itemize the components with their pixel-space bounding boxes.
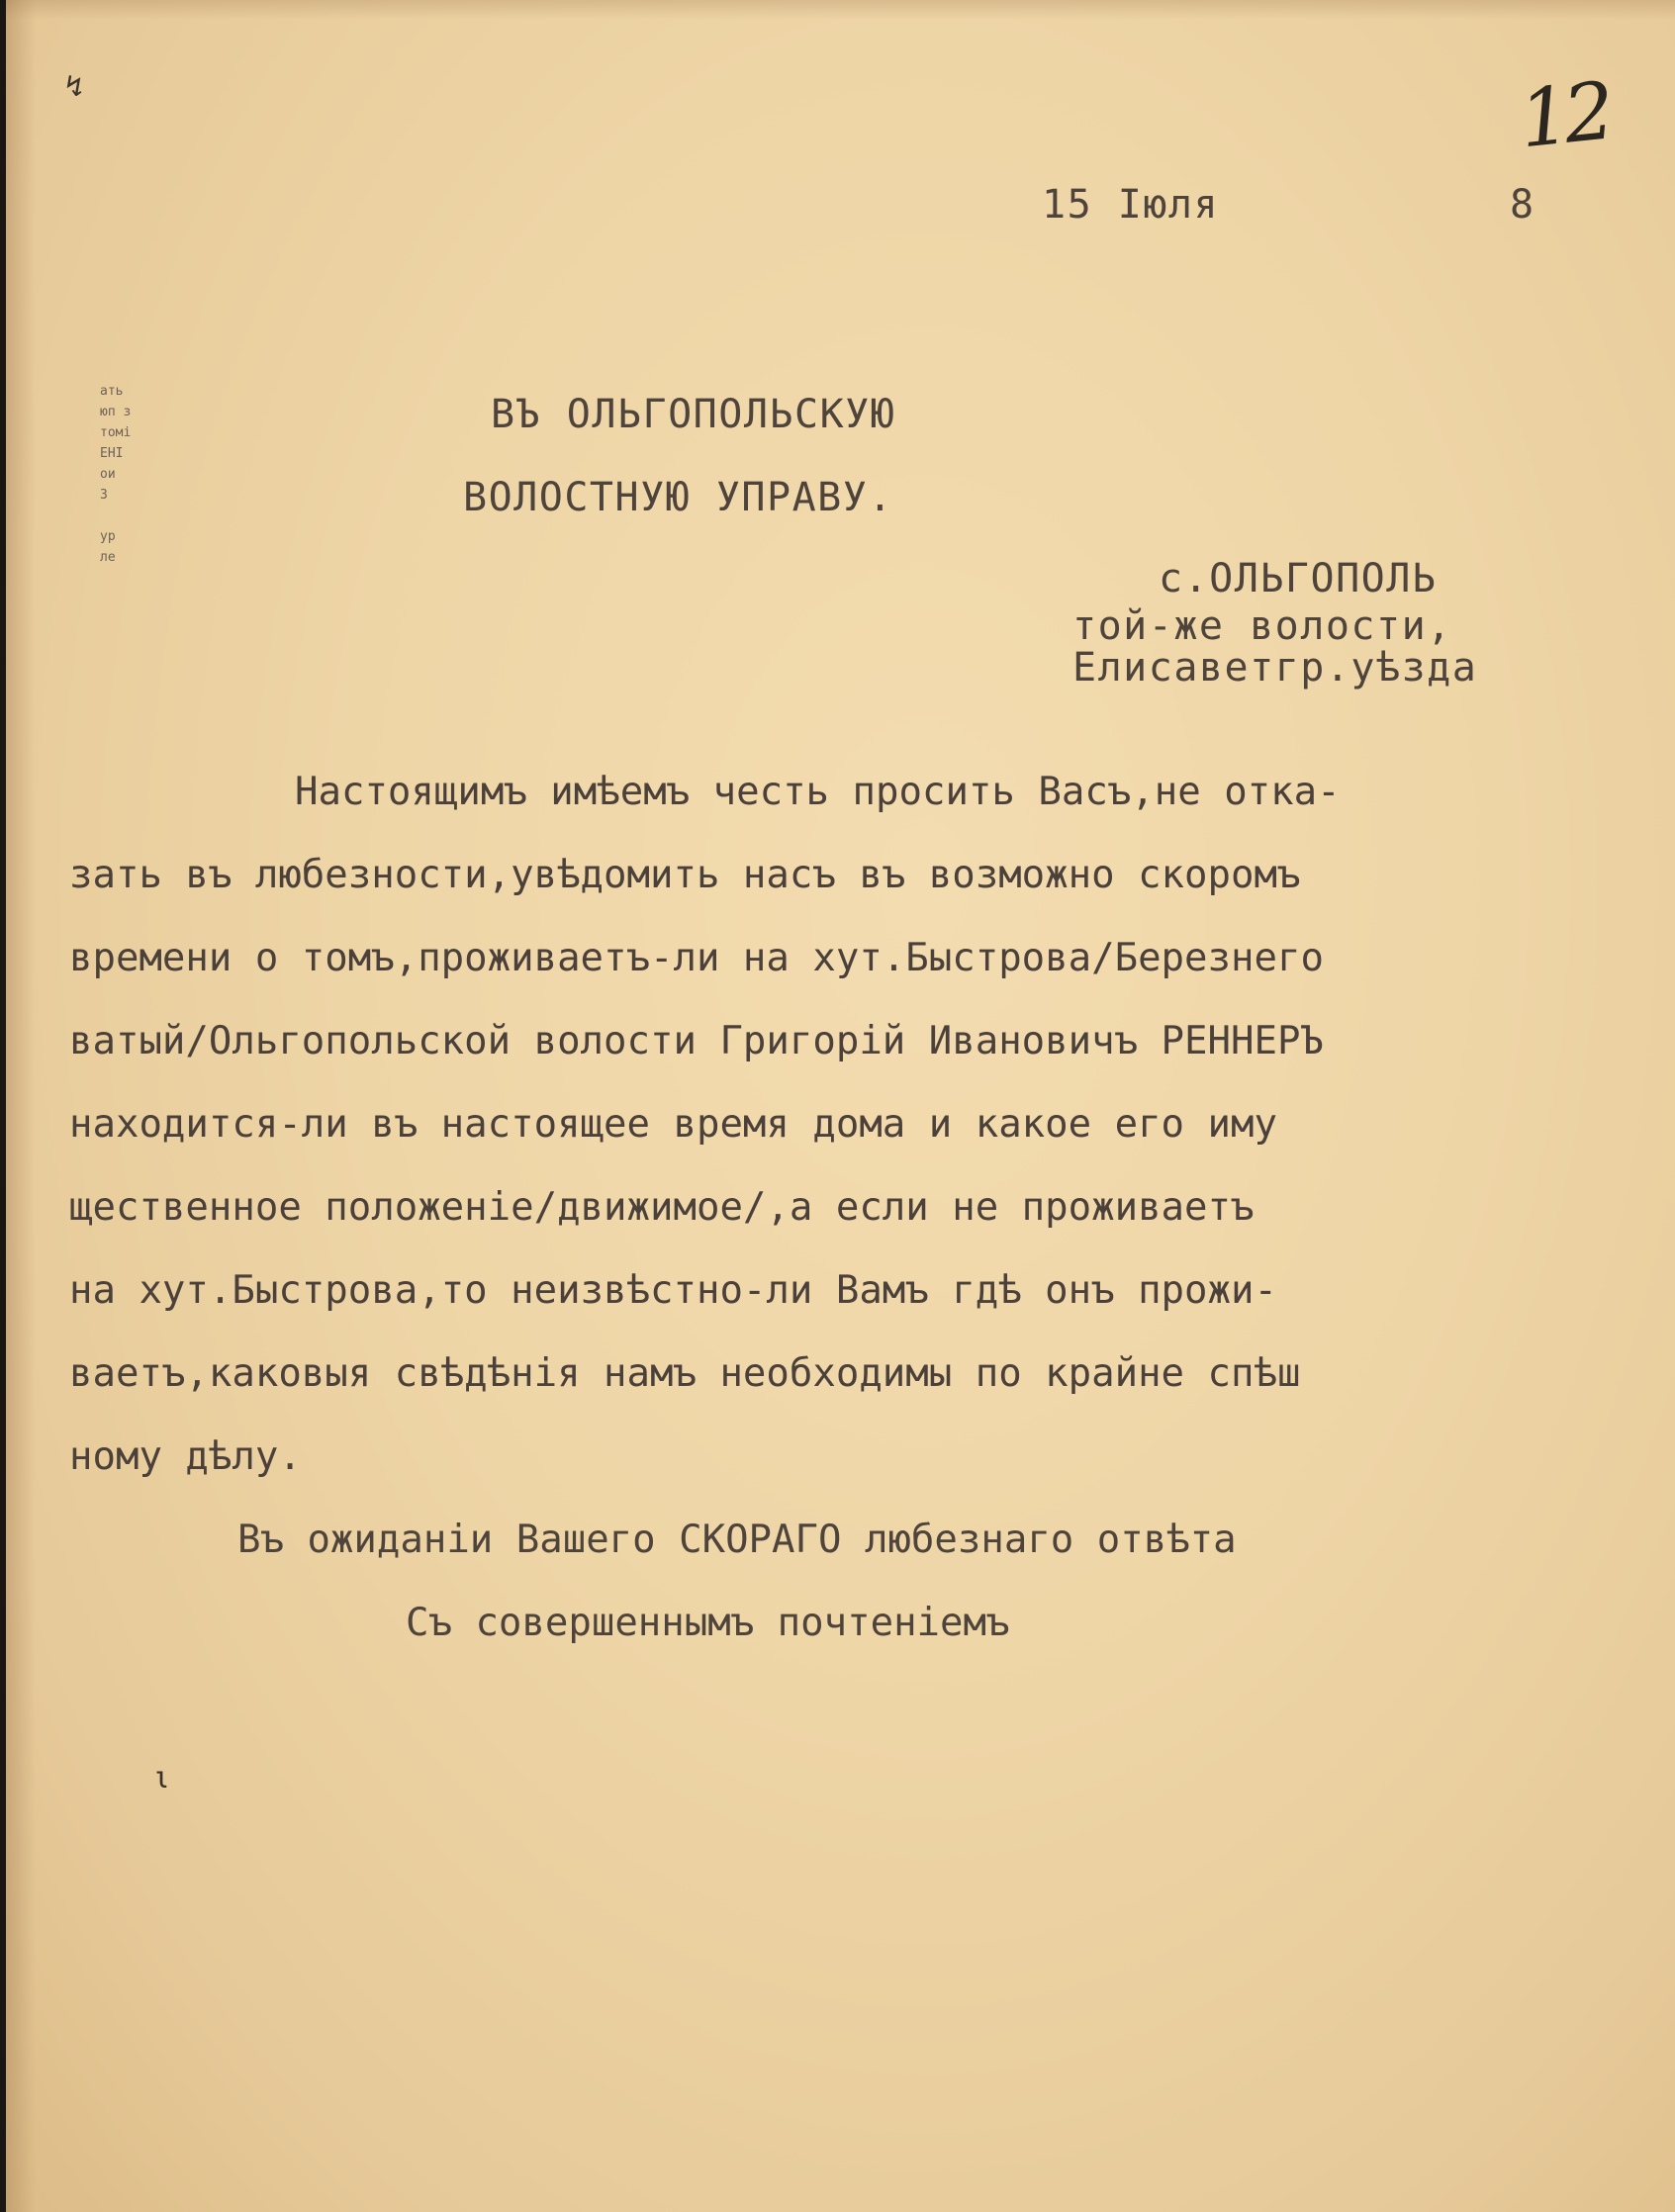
margin-stamp-fragment: ать юп з томі ЕНІ ои 3 ур ле: [100, 384, 132, 565]
ink-mark: ι: [152, 1761, 171, 1796]
addressee-line-1: ВЪ ОЛЬГОПОЛЬСКУЮ: [491, 392, 896, 437]
body-line-9: ному дѣлу.: [69, 1434, 302, 1479]
body-line-1: Настоящимъ имѣемъ честь просить Васъ,не отка-: [295, 770, 1341, 814]
document-number: 8: [1510, 182, 1535, 228]
address-line-2: той-же волости,: [1072, 603, 1452, 649]
address-line-1: с.ОЛЬГОПОЛЬ: [1159, 556, 1438, 601]
address-line-3: Елисаветгр.уѣзда: [1072, 645, 1478, 691]
closing-line-2: Съ совершеннымъ почтеніемъ: [406, 1601, 1010, 1645]
body-line-2: зать въ любезности,увѣдомить насъ въ возможно скоромъ: [69, 853, 1301, 897]
body-line-3: времени о томъ,проживаетъ-ли на хут.Быстрова/Березнего: [69, 936, 1324, 980]
body-line-4: ватый/Ольгопольской волости Григорій Ивановичъ РЕННЕРЪ: [69, 1019, 1324, 1063]
date: 15 Іюля: [1042, 182, 1220, 228]
body-line-5: находится-ли въ настоящее время дома и какое его иму: [69, 1102, 1277, 1147]
document-page: [6, 0, 1675, 2212]
addressee-line-2: ВОЛОСТНУЮ УПРАВУ.: [463, 475, 893, 520]
corner-ink-mark: ↯: [65, 69, 84, 104]
body-line-7: на хут.Быстрова,то неизвѣстно-ли Вамъ гдѣ онъ прожи-: [69, 1268, 1277, 1313]
body-line-6: щественное положеніе/движимое/,а если не проживаетъ: [69, 1185, 1255, 1230]
folio-number: 12: [1515, 64, 1614, 166]
closing-line-1: Въ ожиданіи Вашего СКОРАГО любезнаго отвѣта: [237, 1518, 1237, 1562]
body-line-8: ваетъ,каковыя свѣдѣнія намъ необходимы по крайне спѣш: [69, 1351, 1301, 1396]
